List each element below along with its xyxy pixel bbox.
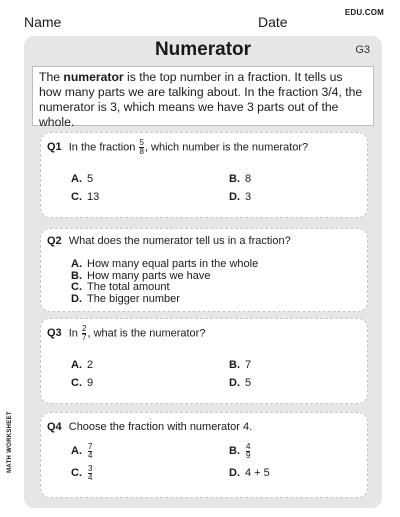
option-text: 5 xyxy=(87,173,94,185)
option-d[interactable] xyxy=(71,294,258,306)
question-text-after: , what is the numerator? xyxy=(87,327,206,340)
question-text xyxy=(47,235,291,247)
option-letter: B. xyxy=(71,269,82,282)
fraction-numerator: 2 xyxy=(82,324,87,333)
option-a[interactable] xyxy=(71,359,93,371)
option-text: 9 xyxy=(87,377,94,389)
option-b[interactable] xyxy=(229,443,251,460)
date-label: Date xyxy=(258,14,288,30)
name-label: Name xyxy=(24,14,62,30)
brand-logo: EDU.COM xyxy=(344,8,384,17)
fraction-numerator: 3 xyxy=(88,464,93,473)
option-text: 8 xyxy=(245,173,252,185)
option-text: 5 xyxy=(245,377,252,389)
fraction-denominator: 9 xyxy=(246,451,251,460)
fraction-denominator: 8 xyxy=(139,147,144,156)
intro-text-post: is the top number in a fraction. It tells us how many parts we are talking about. In the fraction 3/4, the numerator is 3, which means we have 3 parts out of the whole. xyxy=(39,70,363,129)
question-card-q3 xyxy=(40,318,368,404)
option-letter: C. xyxy=(71,191,82,203)
question-number: Q4 xyxy=(47,421,62,433)
question-number: Q3 xyxy=(47,327,62,340)
option-letter: A. xyxy=(71,258,82,270)
option-letter: A. xyxy=(71,173,82,185)
question-text xyxy=(47,325,205,342)
option-d[interactable] xyxy=(229,191,251,203)
question-card-q1 xyxy=(40,132,368,218)
option-b[interactable] xyxy=(229,173,251,185)
option-a[interactable] xyxy=(71,443,93,460)
fraction-denominator: 4 xyxy=(88,451,93,460)
question-card-q2 xyxy=(40,228,368,312)
option-text: 13 xyxy=(87,191,100,203)
question-text-before: Choose the fraction with numerator 4. xyxy=(68,421,253,433)
option-letter: A. xyxy=(71,445,82,458)
fraction-denominator: 7 xyxy=(82,333,87,342)
worksheet-header xyxy=(24,8,384,34)
worksheet-frame xyxy=(24,36,382,508)
option-letter: D. xyxy=(229,191,240,203)
fraction xyxy=(246,443,250,460)
option-a[interactable] xyxy=(71,173,93,185)
question-number: Q2 xyxy=(47,235,62,247)
option-text: How many equal parts in the whole xyxy=(87,258,259,270)
side-label xyxy=(4,405,16,485)
option-text: 7 xyxy=(245,359,252,371)
question-text-before: In the fraction xyxy=(68,141,136,154)
option-text: 4 + 5 xyxy=(245,467,270,479)
option-text: 2 xyxy=(87,359,94,371)
option-letter: A. xyxy=(71,359,82,371)
question-card-q4 xyxy=(40,412,368,498)
grade-badge: G3 xyxy=(355,44,370,56)
option-text: The bigger number xyxy=(87,292,180,305)
question-number: Q1 xyxy=(47,141,62,154)
fraction-numerator: 4 xyxy=(246,442,251,451)
option-letter: C. xyxy=(71,377,82,389)
intro-keyword: numerator xyxy=(63,70,124,84)
fraction xyxy=(139,139,143,156)
option-c[interactable] xyxy=(71,465,93,482)
option-text: 3 xyxy=(245,191,252,203)
option-list xyxy=(71,259,258,305)
option-c[interactable] xyxy=(71,191,99,203)
option-letter: D. xyxy=(71,292,82,305)
option-letter: C. xyxy=(71,281,82,293)
question-text-before: What does the numerator tell us in a fraction? xyxy=(68,235,291,247)
option-d[interactable] xyxy=(229,467,270,479)
question-text-after: , which number is the numerator? xyxy=(144,141,309,154)
option-b[interactable] xyxy=(229,359,251,371)
title-bar xyxy=(24,36,382,64)
option-letter: B. xyxy=(229,359,240,371)
option-d[interactable] xyxy=(229,377,251,389)
fraction-denominator: 4 xyxy=(88,473,93,482)
intro-text-pre: The xyxy=(39,70,64,84)
question-text xyxy=(47,139,308,156)
page-title: Numerator xyxy=(154,39,252,60)
option-text: The total amount xyxy=(87,281,170,293)
option-letter: D. xyxy=(229,377,240,389)
option-letter: C. xyxy=(71,467,82,480)
option-letter: B. xyxy=(229,173,240,185)
question-text xyxy=(47,421,252,433)
fraction xyxy=(88,465,92,482)
question-text-before: In xyxy=(68,327,78,340)
option-text: How many parts we have xyxy=(87,269,211,282)
option-letter: D. xyxy=(229,467,240,479)
option-letter: B. xyxy=(229,445,240,458)
intro-box xyxy=(32,66,374,129)
side-label-text: MATH WORKSHEET xyxy=(7,411,13,473)
fraction-numerator: 7 xyxy=(88,442,93,451)
fraction xyxy=(82,325,86,342)
fraction xyxy=(88,443,92,460)
option-c[interactable] xyxy=(71,377,93,389)
fraction-numerator: 5 xyxy=(139,138,144,147)
